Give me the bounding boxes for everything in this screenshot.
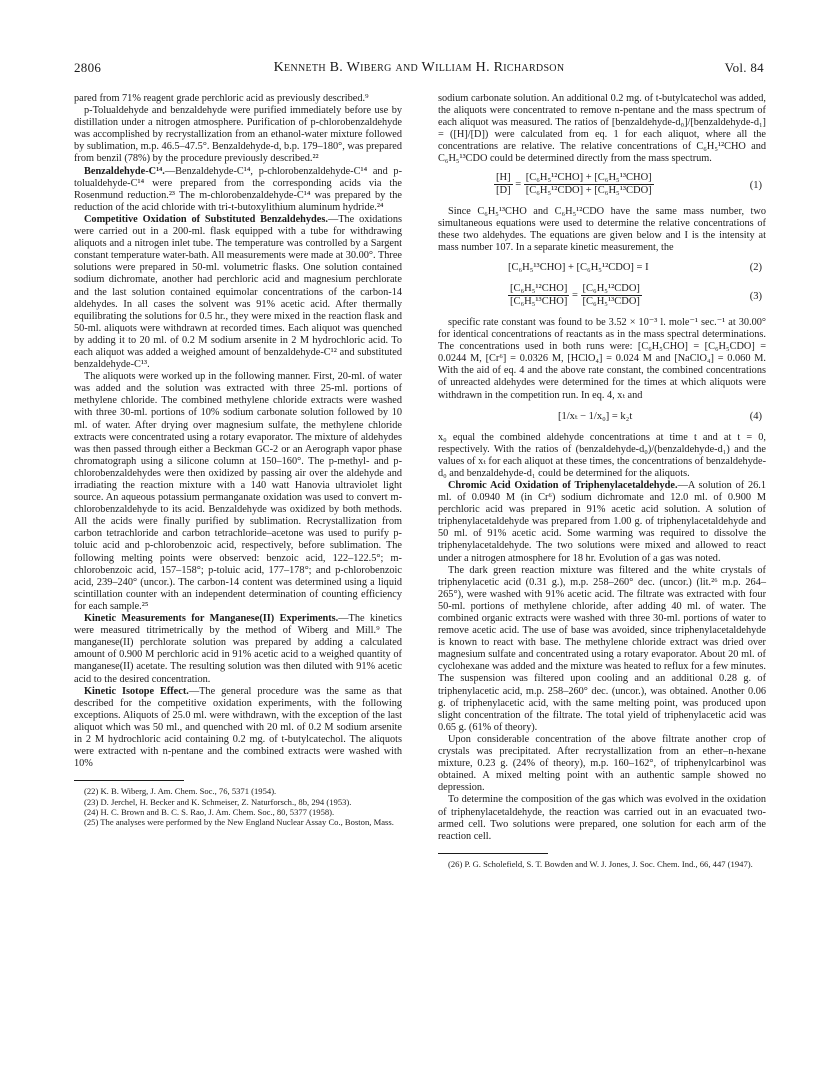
volume-label: Vol. 84 xyxy=(724,60,764,75)
equation-number: (2) xyxy=(749,261,762,273)
footnote-rule xyxy=(438,853,548,854)
paragraph: The dark green reaction mixture was filtered and the white crystals of triphenylacetic acid (0.31 g.), m.p. 258–260° dec. (uncor.) (lit.²⁶ m.p. 264–265°), were washed with 91% acetic acid. The filtrate was extracted with four 50-ml. portions of methylene chloride, after adding 40 ml. of water. The combined organic extracts were washed with three 30-ml. portions of water to remove acetic acid. The use of base was avoided, since triphenylacetaldehyde is known to react with base. The methylene chloride extract was dried over magnesium sulfate and concentrated using a rotary evaporator. About 20 ml. of cyclohexane was added and the mixture was heated to reflux for a few minutes. The suspension was filtered upon cooling and an additional 0.28 g. of triphenylacetic acid, m.p. 258–260° dec. (uncor.), was obtained. Another 0.06 g. of triphenylacetic acid, with the same melting point, was produced upon slight concentration of the filtrate. The total yield of triphenylacetic acid was 0.65 g. (61% of theory). xyxy=(438,564,766,733)
section-heading: Kinetic Measurements for Manganese(II) Experiments. xyxy=(84,613,339,625)
paragraph: p-Tolualdehyde and benzaldehyde were purified immediately before use by distillation under a nitrogen atmosphere. Purification of p-chlorobenzaldehyde was accomplished by recrystallization from an ethanol-water mixture followed by sublimation, m.p. 46.5–47.5°. Benzaldehyde-d, b.p. 179–180°, was prepared from benzil (78%) by the procedure previously described.²² xyxy=(74,105,402,165)
equation-number: (1) xyxy=(749,179,762,191)
equation-1: $\frac{[H]}{[D]}$ = $\frac{\text{[C₆H₅¹²CHO] + [C₆H₅¹³CHO]}}{\text{[C₆H₅¹²CDO] + [C₆H₅¹³CDO]}}$ (1) xyxy=(496,171,762,196)
equation-4: [1/xₜ − 1/x₀] = k₂t (4) xyxy=(558,410,762,422)
paragraph: x₀ equal the combined aldehyde concentrations at time t and at t = 0, respectively. With the ratios of (benzaldehyde-d₀)/(benzaldehyde-d₁) and the values of xₜ for each aliquot at these times, the concentrations of benzaldehyde-d₀ and benzaldehyde-d₁ could be determined for the aliquots. xyxy=(438,431,766,479)
footnotes xyxy=(438,859,766,869)
paragraph: Benzaldehyde-C¹⁴.—Benzaldehyde-C¹⁴, p-chlorobenzaldehyde-C¹⁴ and p-tolualdehyde-C¹⁴ were prepared from the corresponding acids via the Rosenmund reduction.²³ The m-chlorobenzaldehyde-C¹⁴ was prepared by the reduction of the acid chloride with tri-t-butoxylithium aluminum hydride.²⁴ xyxy=(74,165,402,213)
footnote: (22) K. B. Wiberg, J. Am. Chem. Soc., 76, 5371 (1954). xyxy=(84,786,277,797)
equation-number: (4) xyxy=(749,410,762,422)
paragraph: Chromic Acid Oxidation of Triphenylacetaldehyde.—A solution of 26.1 ml. of 0.0940 M (in Cr⁶) sodium dichromate and 12.0 ml. of 0.900 M perchloric acid was prepared in 91% acetic acid solution. A solution of triphenylacetaldehyde was prepared from 1.00 g. of triphenylacetaldehyde and 50 ml. of 91% acetic acid. Some warming was required to dissolve the triphenylacetaldehyde. The two solutions were mixed and allowed to react under a nitrogen atmosphere for 18 hr. Evolution of a gas was noted. xyxy=(438,479,766,564)
paragraph: specific rate constant was found to be 3.52 × 10⁻³ l. mole⁻¹ sec.⁻¹ at 30.00° for identical concentrations of reactants as in the mass spectral determinations. The concentrations used in both runs were: [C₆H₅CHO] = [C₆H₅CDO] = 0.0244 M, [Cr⁶] = 0.0326 M, [HClO₄] = 0.024 M and [NaClO₄] = 0.060 M. With the aid of eq. 4 and the above rate constant, the combined concentrations of unreacted aldehydes were determined for the times at which aliquots were withdrawn in the competition run. In eq. 4, xₜ and xyxy=(438,316,766,401)
footnote: (24) H. C. Brown and B. C. S. Rao, J. Am. Chem. Soc., 80, 5377 (1958). xyxy=(84,807,335,818)
footnote: (25) The analyses were performed by the New England Nuclear Assay Co., Boston, Mass. xyxy=(84,817,394,828)
paragraph: Since C₆H₅¹³CHO and C₆H₅¹²CDO have the same mass number, two simultaneous equations were used to determine the relative concentrations of these two aldehydes. The equations are given below and I is the intensity at mass number 107. In a separate kinetic measurement, the xyxy=(438,205,766,253)
paragraph: Kinetic Measurements for Manganese(II) Experiments.—The kinetics were measured titrimetrically by the method of Wiberg and Mill.⁹ The manganese(II) perchlorate solution was prepared by adding a calculated amount of 0.900 M perchloric acid in 91% acetic acid to a weighed quantity of manganese(II) acetate. The resulting solution was then diluted with 91% acetic acid to the desired concentration. xyxy=(74,613,402,685)
left-column xyxy=(74,93,402,828)
footnote-rule xyxy=(74,780,184,781)
author-line: Kenneth B. Wiberg and William H. Richardson xyxy=(273,60,565,75)
section-heading: Kinetic Isotope Effect. xyxy=(84,685,189,697)
section-heading: Benzaldehyde-C¹⁴. xyxy=(84,165,165,177)
paragraph: To determine the composition of the gas which was evolved in the oxidation of triphenylacetaldehyde, the reaction was carried out in an evacuated two-armed cell. Two solutions were prepared, one solution for each arm of the reaction cell. xyxy=(438,794,766,842)
paragraph: sodium carbonate solution. An additional 0.2 mg. of t-butylcatechol was added, the aliquots were concentrated to remove n-pentane and the mass spectrum of each aliquot was measured. The ratios of [benzaldehyde-d₀]/[benzaldehyde-d₁] = ([H]/[D]) were calculated from eq. 1 for each aliquot, where all the concentrations are relative. The relative concentrations of C₆H₅¹²CHO and C₆H₅¹³CDO could be determined directly from the mass spectrum. xyxy=(438,93,766,165)
paragraph: Kinetic Isotope Effect.—The general procedure was the same as that described for the competitive oxidation experiments, with the following exceptions. Aliquots of 25.0 ml. were withdrawn, with the exception of the last aliquot which was 50 ml., and quenched with 20 ml. of 0.2 M sodium arsenite in 2 M hydrochloric acid containing 0.2 mg. of t-butylcatechol. The aliquots were extracted with n-pentane and the combined extracts were washed with 10% xyxy=(74,685,402,770)
equation-2: [C₆H₅¹³CHO] + [C₆H₅¹²CDO] = I (2) xyxy=(508,261,762,273)
section-heading: Chromic Acid Oxidation of Triphenylacetaldehyde. xyxy=(448,479,678,491)
footnote: (23) D. Jerchel, H. Becker and K. Schmeiser, Z. Naturforsch., 8b, 294 (1953). xyxy=(84,796,352,807)
equation-3: $\frac{\text{[C₆H₅¹²CHO]}}{\text{[C₆H₅¹³CHO]}}$ = $\frac{\text{[C₆H₅¹²CDO]}}{\text{[C₆H₅¹³CDO]}}$ (3) xyxy=(510,282,762,308)
paragraph: Competitive Oxidation of Substituted Benzaldehydes.—The oxidations were carried out in a 200-ml. flask equipped with a tube for withdrawing aliquots and a nitrogen inlet tube. The temperature was controlled by a Sargent constant temperature water-bath. All measurements were made at 30.00°. Three solutions were prepared in 50-ml. volumetric flasks. One solution contained sodium dichromate, another had perchloric acid and magnesium perchlorate and the last solution contained equimolar concentrations of the carbon-14 aldehydes. In all cases the solvent was 91% acetic acid. After thermally equilibrating the solutions for 0.5 hr., they were mixed in the reaction flask and 50-ml. aliquots were withdrawn at recorded times. Each aliquot was quenched by adding it to 20 ml. of 0.2 M sodium arsenite in 2 M hydrochloric acid. To each aliquot was added a weighed amount of benzaldehyde-C¹² and substituted benzaldehyde-C¹³. xyxy=(74,213,402,371)
running-header xyxy=(74,60,764,80)
paragraph: The aliquots were worked up in the following manner. First, 20-ml. of water was added and the solution was extracted with three 25-ml. portions of methylene chloride. The combined methylene chloride extracts were washed with three 30-ml. portions of 10% sodium carbonate solution followed by 10 ml. of water. After drying over magnesium sulfate, the methylene chloride extracts were concentrated using a rotary evaporator. The mixture of aldehydes was then passed through either a Beckman GC-2 or an Aerograph vapor phase chromatograph using a silicone column at 150–160°. The p-methyl- and p-chlorobenzaldehydes were then oxidized by passing air over the aldehyde and irradiating the reaction mixture with a 140 watt Hanovia ultraviolet light source. An aqueous potassium permanganate oxidation was used to convert m-chlorobenzaldehyde to its acid. Benzaldehyde was oxidized by both methods. All the acids were finally purified by sublimation. Recrystallization from carbon tetrachloride and carbon tetrachloride–acetone was used to purify p-toluic acid and p-chlorobenzoic acid, respectively, before sublimation. The following melting points were observed: benzoic acid, 122–122.5°; m-chlorobenzoic acid, 157–158°; p-toluic acid, 177–178°; and p-chlorobenzoic acid, 239–240° (uncor.). The carbon-14 content was determined using a liquid scintillation counter with an independent determination of counting efficiency for each sample.²⁵ xyxy=(74,371,402,612)
footnote: (26) P. G. Scholefield, S. T. Bowden and W. J. Jones, J. Soc. Chem. Ind., 66, 447 (1947). xyxy=(448,858,753,869)
section-heading: Competitive Oxidation of Substituted Benzaldehydes. xyxy=(84,213,328,225)
paragraph: Upon considerable concentration of the above filtrate another crop of crystals was precipitated. After recrystallization from an ether–n-hexane mixture, 0.23 g. (24% of theory), m.p. 160–162°, of triphenylcarbinol was obtained. A mixed melting point with an authentic sample showed no depression. xyxy=(438,733,766,794)
page-number: 2806 xyxy=(74,60,102,75)
right-column xyxy=(438,93,766,869)
paragraph: pared from 71% reagent grade perchloric acid as previously described.⁹ xyxy=(74,93,369,104)
footnotes xyxy=(74,786,402,828)
equation-number: (3) xyxy=(749,290,762,302)
